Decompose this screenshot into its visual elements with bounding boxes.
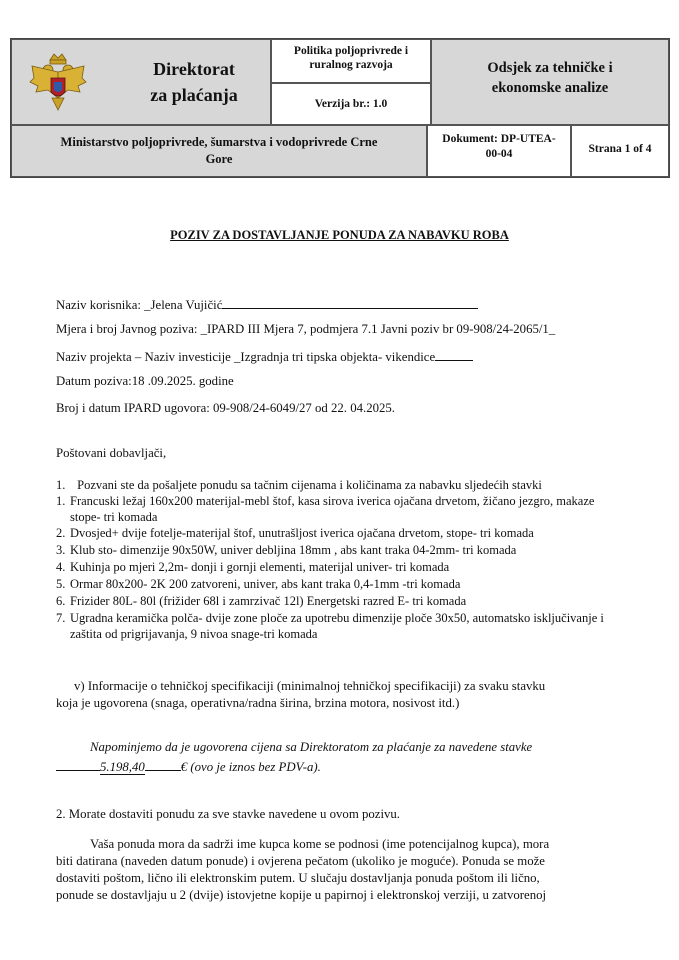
header-org-cell [11, 39, 271, 125]
department-cell [431, 39, 669, 125]
price-note-underline-right [145, 757, 181, 771]
document-id-line-2: 00-04 [485, 148, 513, 160]
list-item [56, 577, 460, 592]
policy-line-1: Politika poljoprivrede i [293, 45, 409, 57]
department-line-2: ekonomske analize [491, 80, 609, 96]
document-title-text: POZIV ZA DOSTAVLJANJE PONUDA ZA NABAVKU ROBA [170, 228, 509, 242]
policy-cell [271, 39, 431, 83]
field-call [56, 322, 555, 337]
list-item [56, 594, 466, 609]
list-item [56, 560, 449, 575]
page-number-cell: Strana 1 of 4 [571, 125, 669, 177]
price-note-line-2 [56, 757, 321, 775]
list-item-text: Ugradna keramička polča- dvije zone ploče za upotrebu dimenzije ploče 30x50, automatsko isključivanje i [70, 611, 604, 625]
field-call-label: Mjera i broj Javnog poziva: [56, 322, 201, 336]
ministry-line-2: Gore [205, 152, 233, 166]
document-title [0, 228, 679, 243]
list-item-text: Ormar 80x200- 2K 200 zatvoreni, univer, abs kant traka 0,4-1mm -tri komada [70, 577, 461, 591]
list-item [56, 494, 594, 509]
greeting: Poštovani dobavljači, [56, 446, 167, 460]
field-user-underline [222, 296, 478, 309]
list-item [56, 543, 516, 558]
field-project-label: Naziv projekta – Naziv investicije [56, 350, 235, 364]
list-item-number: 4. [56, 560, 66, 574]
list-item [56, 611, 604, 626]
org-name [124, 56, 264, 108]
list-item-text: Dvosjed+ dvije fotelje-materijal štof, unutrašljost iverica ojačana drvetom, stope- tri komada [70, 526, 534, 540]
list-item-number: 2. [56, 526, 66, 540]
list-item-text: Francuski ležaj 160x200 materijal-mebl štof, kasa sirova iverica ojačana drvetom, žičano jezgro, makaze [70, 494, 595, 508]
list-item-text: Klub sto- dimenzije 90x50W, univer debljina 18mm , abs kant traka 04-2mm- tri komada [70, 543, 517, 557]
intro-item [56, 478, 542, 493]
spec-line-1: v) Informacije o tehničkoj specifikaciji (minimalnoj tehničkoj specifikaciji) za svaku stavku [74, 679, 546, 693]
list-item-number: 7. [56, 611, 66, 625]
spec-line-2: koja je ugovorena (snaga, operativna/radna širina, brzina motora, nosivost itd.) [56, 696, 460, 710]
list-item-number: 3. [56, 543, 66, 557]
field-date [56, 374, 234, 389]
field-contract [56, 401, 395, 416]
intro-item-number: 1. [56, 478, 66, 492]
document-id-line-1: Dokument: DP-UTEA- [442, 133, 556, 145]
ministry-cell [11, 125, 427, 177]
field-user-label: Naziv korisnika: [56, 298, 145, 312]
list-item [56, 526, 534, 541]
list-item-text: Frizider 80L- 80l (frižider 68l i zamrzivač 12l) Energetski razred E- tri komada [70, 594, 467, 608]
field-user [56, 296, 478, 313]
intro-item-text: Pozvani ste da pošaljete ponudu sa tačnim cijenama i količinama za nabavku sljedećih stavki [77, 478, 542, 492]
field-contract-value: 09-908/24-6049/27 od 22. 04.2025. [213, 401, 395, 415]
department-line-1: Odsjek za tehničke i [487, 60, 613, 76]
version-cell: Verzija br.: 1.0 [271, 83, 431, 125]
field-call-value: _IPARD III Mjera 7, podmjera 7.1 Javni poziv br 09-908/24-2065/1_ [200, 322, 556, 336]
ministry-line-1: Ministarstvo poljoprivrede, šumarstva i vodoprivrede Crne [60, 135, 378, 149]
price-note-underline-left [56, 757, 100, 771]
list-item-continuation: zaštita od prigrijavanja, 9 nivoa snage-tri komada [70, 627, 318, 641]
price-note-suffix: € (ovo je iznos bez PDV-a). [180, 760, 321, 774]
document-header-table [10, 38, 670, 178]
field-user-value: _Jelena Vujičić [144, 298, 223, 312]
document-id-cell [427, 125, 571, 177]
paragraph-line-4: ponude se dostavljaju u 2 (dvije) istovjetne kopije u papirnoj i elektronskoj verziji, u zatvorenoj [56, 888, 547, 902]
field-contract-label: Broj i datum IPARD ugovora: [56, 401, 213, 415]
price-note-line-1: Napominjemo da je ugovorena cijena sa Direktoratom za plaćanje za navedene stavke [90, 740, 533, 754]
list-item-number: 5. [56, 577, 66, 591]
field-project-value: _Izgradnja tri tipska objekta- vikendice [234, 350, 436, 364]
field-date-value: 18 .09.2025. godine [131, 374, 234, 388]
policy-line-2: ruralnog razvoja [309, 59, 393, 71]
org-name-line-2: za plaćanja [150, 85, 238, 105]
point-2: 2. Morate dostaviti ponudu za sve stavke navedene u ovom pozivu. [56, 807, 401, 821]
price-note-amount: 5.198,40 [100, 760, 145, 774]
list-item-text: Kuhinja po mjeri 2,2m- donji i gornji elementi, materijal univer- tri komada [70, 560, 450, 574]
field-project [56, 348, 473, 365]
list-item-number: 6. [56, 594, 66, 608]
paragraph-line-2: biti datirana (naveden datum ponude) i ovjerena pečatom (ukoliko je moguće). Ponuda se može [56, 854, 545, 868]
org-name-line-1: Direktorat [153, 59, 235, 79]
field-date-label: Datum poziva: [56, 374, 132, 388]
paragraph-line-3: dostaviti poštom, lično ili elektronskim putem. U slučaju dostavljanja ponuda poštom ili lično, [56, 871, 540, 885]
field-project-underline [435, 348, 473, 361]
list-item-number: 1. [56, 494, 66, 508]
list-item-continuation: stope- tri komada [70, 510, 158, 524]
paragraph-line-1: Vaša ponuda mora da sadrži ime kupca kome se podnosi (ime potencijalnog kupca), mora [90, 837, 550, 851]
montenegro-coat-of-arms-icon [28, 52, 88, 114]
